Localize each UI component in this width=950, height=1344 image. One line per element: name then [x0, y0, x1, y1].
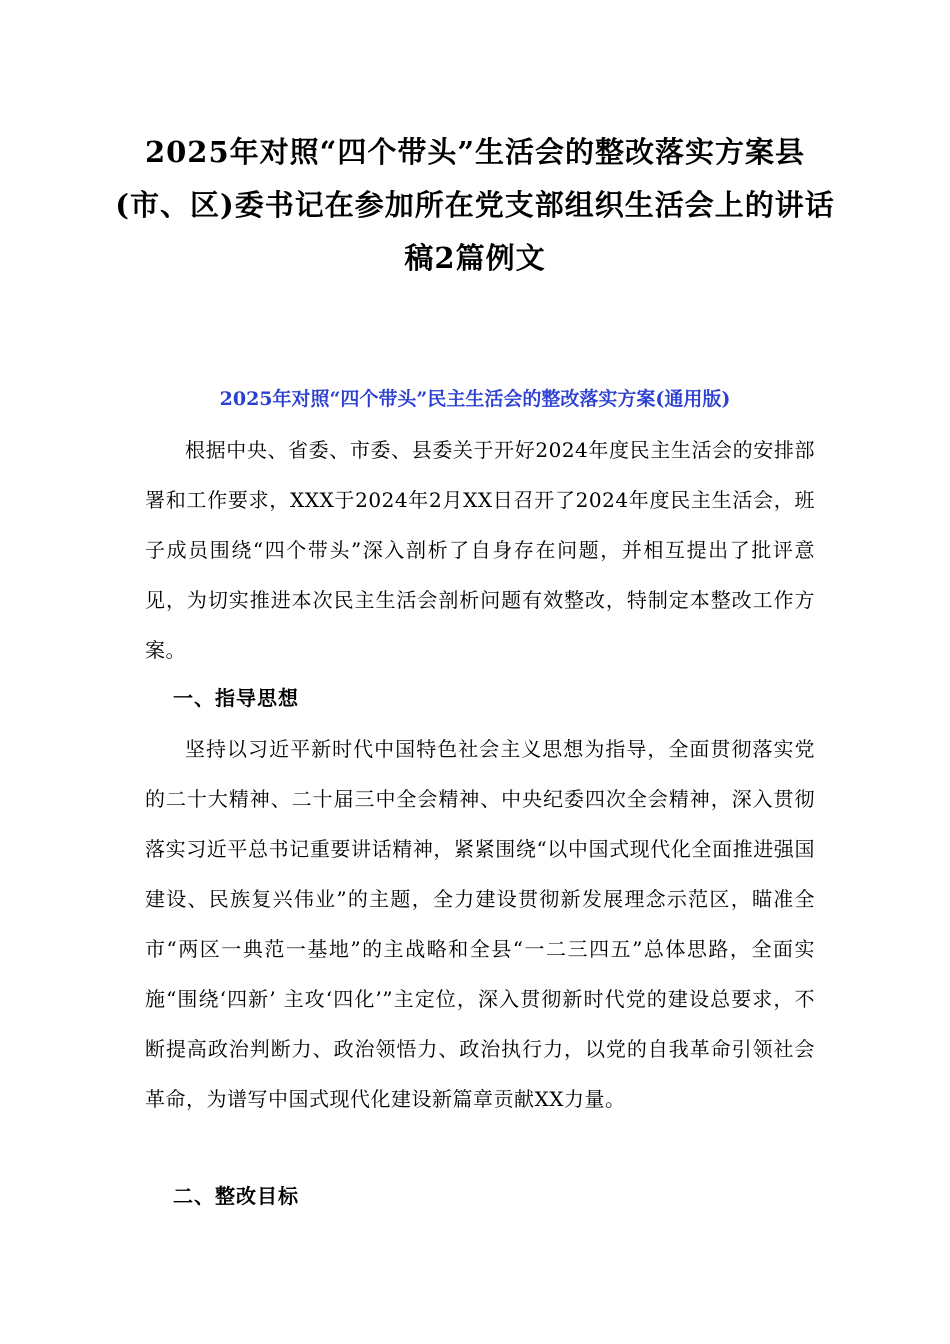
document-title: 2025年对照“四个带头”生活会的整改落实方案县(市、区)委书记在参加所在党支部组织生活会上的讲话稿2篇例文 [115, 135, 835, 275]
intro-paragraph: 根据中央、省委、市委、县委关于开好2024年度民主生活会的安排部署和工作要求，XXX于2024年2月XX日召开了2024年度民主生活会，班子成员围绕“四个带头”深入剖析了自身存在问题，并相互提出了批评意见，为切实推进本次民主生活会剖析问题有效整改，特制定本整改工作方案。 [145, 438, 815, 662]
section-title: 2025年对照“四个带头”民主生活会的整改落实方案(通用版) [219, 388, 731, 410]
guiding-ideology-paragraph: 坚持以习近平新时代中国特色社会主义思想为指导，全面贯彻落实党的二十大精神、二十届三中全会精神、中央纪委四次全会精神，深入贯彻落实习近平总书记重要讲话精神，紧紧围绕“以中国式现代化全面推进强国建设、民族复兴伟业”的主题，全力建设贯彻新发展理念示范区，瞄准全市“两区一典范一基地”的主战略和全县“一二三四五”总体思路，全面实施“围绕‘四新’ 主攻‘四化’”主定位，深入贯彻新时代党的建设总要求，不断提高政治判断力、政治领悟力、政治执行力，以党的自我革命引领社会革命，为谱写中国式现代化建设新篇章贡献XX力量。 [145, 737, 815, 1111]
heading-guiding-ideology: 一、指导思想 [173, 686, 299, 710]
heading-rectification-goals: 二、整改目标 [173, 1184, 299, 1208]
